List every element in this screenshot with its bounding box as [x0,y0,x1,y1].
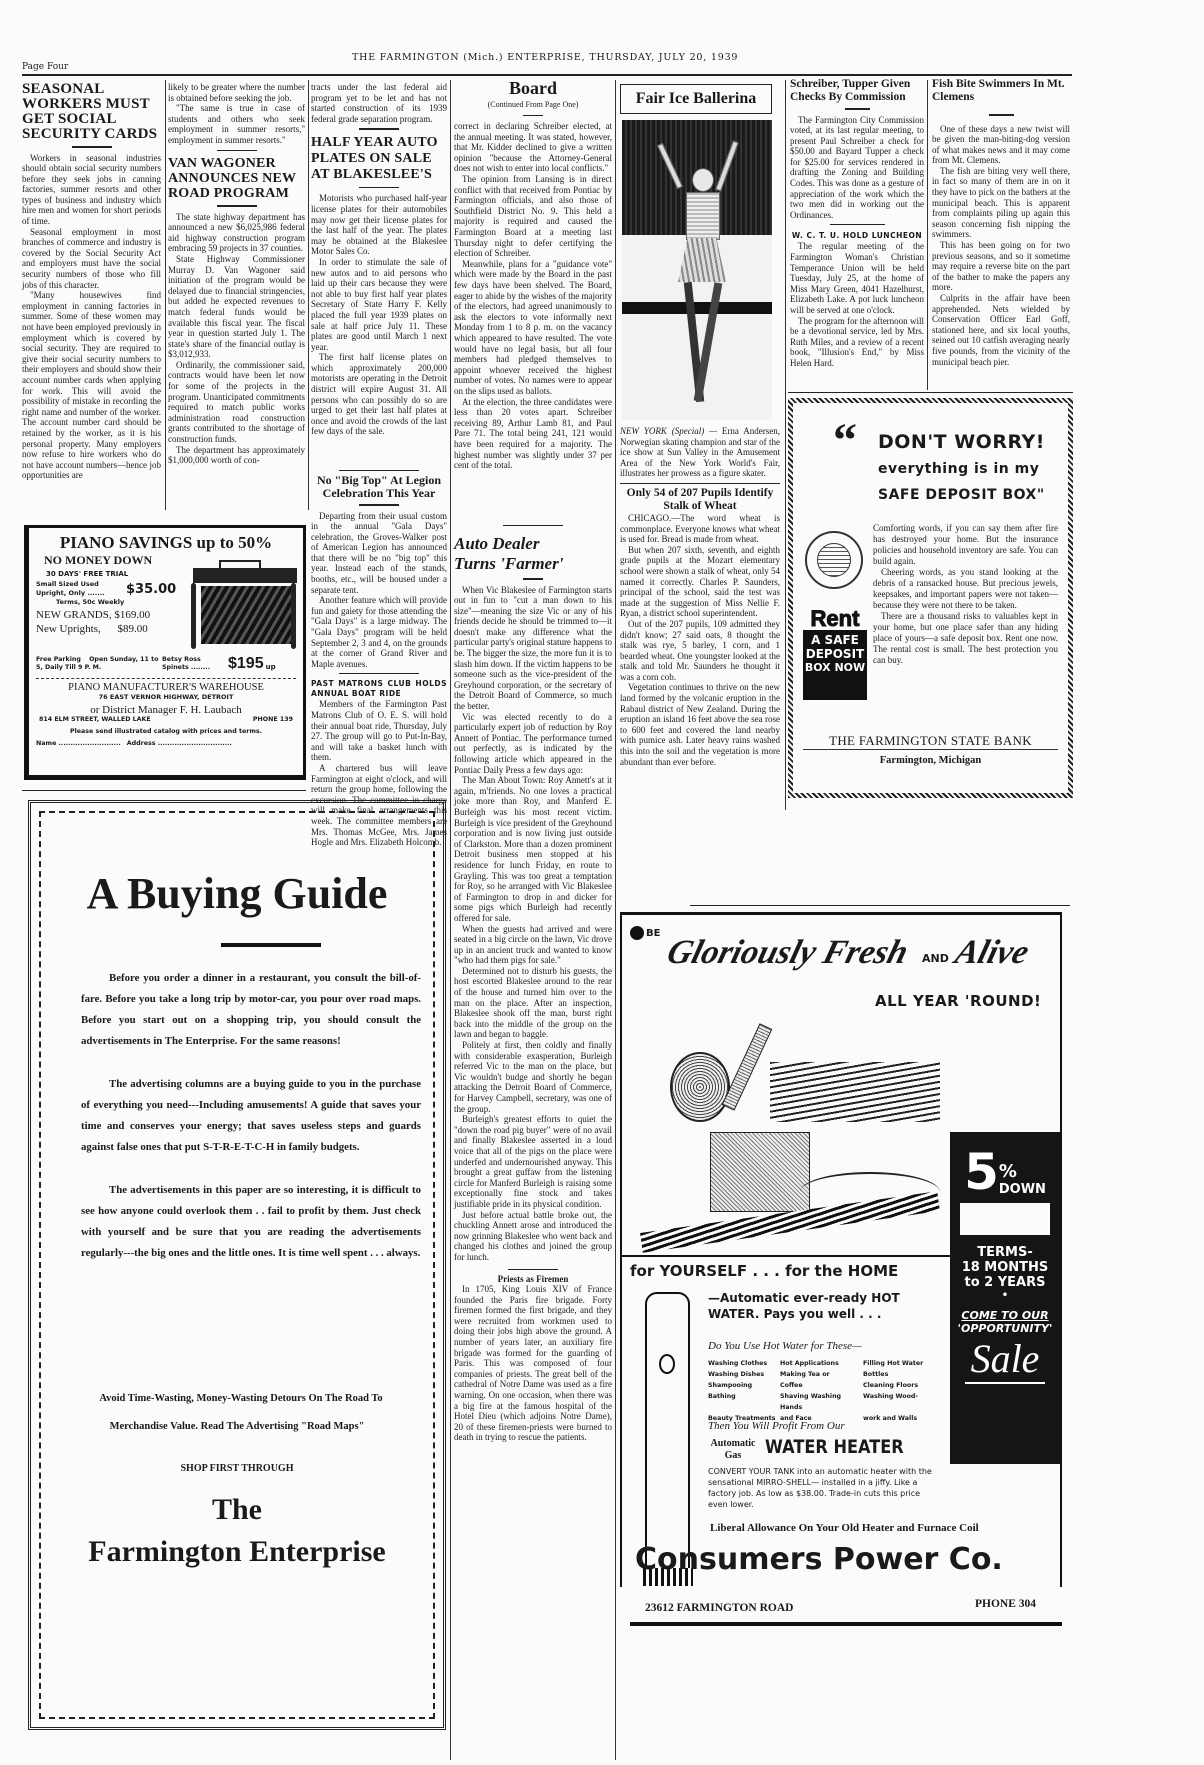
article-big-top [311,470,447,848]
subheadline: PAST MATRONS CLUB HOLDS ANNUAL BOAT RIDE [311,679,447,699]
piano-illustration-icon [187,558,296,653]
used-price: $35.00 [126,581,177,597]
caption-lead: NEW YORK (Special) — [620,426,718,436]
paper-name-the: The [211,1493,262,1526]
badge-line: A SAFE [811,633,859,647]
be-label: BE [646,928,661,939]
paragraph: Workers in seasonal industries should obtain social security numbers before they seek jobs in canning factories, summer resorts and other types of business and industry which hire men and women for short periods of time. [22,152,161,227]
paragraph: Burleigh's greatest efforts to quiet the "down the road pig buyer" were of no avail and finally Blakeslee asserted in a loud voice that all of the pigs on the place were underfed and undernourished anyway. This brought a great guffaw from the listening circle for Manferd Burleigh is raising some exceptionally fine stock and takes justifiable pride in its physical condition. [454,1114,612,1209]
masthead-title: THE FARMINGTON (Mich.) ENTERPRISE, THURSDAY, JULY 20, 1939 [352,52,739,63]
paragraph: "Many housewives find employment in canning factories in summer. Some of these women may not have been employed previously in employment which is covered by social security. They are required to give their social security numbers to their employers and should show their account number cards when applying for work. This will avoid the possibility of mistake in recording the right name and number of the worker. The account number card should be retained by the worker, as it is his personal property. Many employers now refuse to hire workers who do not have account numbers—hence job opportunities are [22,290,161,481]
paragraph: The regular meeting of the Farmington Woman's Christian Temperance Union will be held Tuesday, July 25, at the home of Miss Mary Green, 4041 Hazelhurst, Elizabeth Lake. A pot luck luncheon will be served at one o'clock. [790,241,924,315]
paragraph: Another feature which will provide fun and gaiety for those attending the "Gala Days" is a large midway. The "Gala Days" program will be held September 2, 3 and 4, on the grounds at the corner of Grand River and Maple avenues. [311,595,447,669]
paragraph: Seasonal employment in most branches of commerce and industry is covered by the Social Security Act and employers must have the social security numbers of those who fill jobs of this character. [22,226,161,290]
guide-headline: A Buying Guide [86,869,388,918]
and-label: AND [922,952,949,965]
paragraph: The Man About Town: Roy Annett's at it again, m'friends. No one loves a practical joke more than Roy, and Manferd E. Burleigh was his most recent victim. Burleigh is vice president of the Greyhound corporation and is now living just outside of Clarkston. More than a dozen prominent Detroit business men stopped at his residence for lunch Friday, en route to Grayling. This was too great a temptation for Roy, so he arranged with Vic Blakeslee of Farmington to drop in and dicker for some pigs which Burleigh had recently offered for sale. [454,775,612,923]
guide-tagline-2: Merchandise Value. Read The Advertising "Road Maps" [109,1421,365,1432]
article-board [454,78,612,471]
promo-opportunity: 'OPPORTUNITY' [957,1322,1053,1335]
all-year: ALL YEAR 'ROUND! [875,992,1042,1010]
no-money-down: NO MONEY DOWN [44,553,153,567]
paragraph: Out of the 207 pupils, 109 admitted they didn't know; 27 said oats, 8 thought the stalk was rye, 5 barley, 1 corn, and 1 bearded wheat. One youngster looked at the stalk and told Mr. Saunders he thought it was a corn cob. [620,618,780,682]
bank-body [873,523,1058,666]
warehouse-address: 76 EAST VERNOR HIGHWAY, DETROIT [98,693,234,701]
paragraph: State Highway Commissioner Murray D. Van Wagoner said initiation of the program would be delayed due to financial stringencies, but added he expected revenues to match federal funds would be available this fiscal year. The fiscal year in question started July 1. The state's share of the financial outlay is $3,012,933. [168,253,305,360]
rent-badge [803,608,867,700]
headline: HALF YEAR AUTO PLATES ON SALE AT BLAKESLEE'S [311,134,438,182]
paragraph: The fish are biting very well there, in fact so many of them are in on it they have to pick on the bathers at the municipal beach. This is apparent from complaints piling up again this season concerning fish nipping the swimmers. [932,165,1070,240]
paragraph: Ordinarily, the commissioner said, contracts would have been let now for some of the projects in the program. Unanticipated commitments required to match public works administration road construction grants contributed to the shortage of construction funds. [168,359,305,445]
fdic-seal-icon [805,531,863,589]
headline-line2: Turns 'Farmer' [454,554,564,573]
promo-box: 5 % DOWN TERMS- 18 MONTHS to 2 YEARS • COME TO OUR 'OPPORTUNITY' Sale [950,1132,1060,1464]
promo-sale: Sale [965,1335,1045,1384]
article-auto-dealer [454,525,612,1443]
paper-name: Farmington Enterprise [88,1535,386,1568]
use-item: Hot Applications [780,1360,839,1367]
paragraph: Before you order a dinner in a restaurant, you consult the bill-of-fare. Before you take a long trip by motor-car, you pour over road maps. Before you start out on a shopping trip, you should consult the advertisements in The Enterprise. For the same reasons! [81,972,421,1047]
bank-ad [788,398,1073,798]
paragraph: In order to stimulate the sale of new autos and to aid persons who laid up their cars because they were not able to buy first half year plates Secretary of State Harry F. Kelly placed the full year 1939 plates on sale at half price July 11. These plates are good until March 1 next year. [311,256,447,352]
uprights-label: New Uprights, [36,623,101,635]
article-wheat-column [620,426,780,767]
terms: Terms, 50c Weekly [56,598,125,606]
paragraph: Vegetation continues to thrive on the new land formed by the volcanic eruption in the Rabaul district of New Zealand. During the eruption an island 16 feet above the sea rose to 600 feet and covered the land nearby with pumice ash. Later heavy rains washed this into the soil and the vegetation is more abundant than ever before. [620,682,780,767]
headline: Only 54 of 207 Pupils Identify Stalk of Wheat [626,486,774,512]
consumers-power-ad [620,912,1070,1742]
article-wheat [620,487,780,767]
paragraph: Departing from their usual custom in the annual "Gala Days" celebration, the Groves-Walker post of American Legion has announced that there will be no "big top" this year. Instead each of the stands, booths, etc., will be housed under a separate tent. [311,510,447,595]
guide-tagline-1: Avoid Time-Wasting, Money-Wasting Detours On The Road To [99,1393,383,1404]
warehouse-name: PIANO MANUFACTURER'S WAREHOUSE [68,682,264,693]
article-priests [454,1274,612,1444]
subhead: (Continued From Page One) [487,100,579,109]
coupon-address-field[interactable]: Address ............................... [126,740,232,747]
paragraph: The advertising columns are a buying guide to you in the purchase of everything you need---Including amusements! A guide that saves your time and conserves your energy; that saves useless steps and guards against false ones that put S-T-R-E-T-C-H in family budgets. [81,1078,421,1153]
paragraph: This has been going on for two previous seasons, and so it sometime may require a reverse bite on the part of the bather to make the papers any more. [932,240,1070,293]
use-item: Washing Dishes [708,1371,765,1378]
caption-text: Erna Andersen, Norwegian skating champion and star of the ice show at Sun Valley in the Amusement Area of the New York World's Fair, illustrates her prowess as a figure skater. [620,426,781,479]
water-tank-icon [645,1292,690,1582]
spinets-price: $195 [228,655,264,672]
headline: VAN WAGONER ANNOUNCES NEW ROAD PROGRAM [168,156,296,202]
paragraph: At the election, the three candidates were less than 20 votes apart. Schreiber receiving 89, Arthur Lamb 81, and Paul Pare 71. The total being 241, 121 would have been required for a majority. The highest number was slightly under 37 per cent of the total. [454,396,612,471]
paragraph: "The same is true in case of students and others who seek employment in summer resorts," employment in summer resorts." [168,103,305,145]
article-seasonal [22,82,161,481]
coupon-name-field[interactable]: Name .......................... [36,740,121,747]
paragraph: Comforting words, if you can say them after fire has destroyed your home. But the insurance policies and household inventory are safe. You can build again. [873,523,1058,566]
promo-terms: TERMS- [977,1245,1033,1260]
alive-script: Alive [951,934,1033,971]
paragraph: The advertisements in this paper are so interesting, it is difficult to see how anyone could overlook them . . fail to profit by them. Just check with yourself and be sure that you are reading the advertisements regularly---the big ones and the little ones. It is time well spent . . . always. [81,1184,421,1259]
bank-headline-1: DON'T WORRY! [878,431,1045,453]
paragraph: The state highway department has announced a new $6,025,986 federal aid highway construction program embracing 59 projects in 37 counties. [168,211,305,254]
bank-headline-2: everything is in my [878,461,1040,477]
manager-address: 814 ELM STREET, WALLED LAKE [39,716,151,723]
paragraph: The opinion from Lansing is in direct conflict with that received from Pontiac by Farmington officials, and also those of Southfield District No. 9. This held a majority is required and caused the Farmington Board at a meeting last Thursday night to defer certifying the election of Schreiber. [454,174,612,259]
paragraph: Determined not to disturb his guests, the host escorted Blakeslee around to the rear of the house and turned him over to the man on the place. After an inspection, Blakeslee shook off the man, burst right back into the middle of the group on the lawn and began to baggle. [454,965,612,1040]
use-item: Filling Hot Water [863,1360,924,1367]
paragraph: There are a thousand risks to valuables kept in your home, but one place safer than any hiding place of yours—a safe deposit box. Rent one now. The rental cost is small. The best protection you can buy. [873,611,1058,665]
paragraph: Members of the Farmington Past Matrons Club of O. E. S. will hold their annual boat ride, Thursday, July 27. The group will go to Put-In-Bay, and will take a basket lunch with them. [311,699,447,763]
district-manager: or District Manager F. H. Laubach [90,704,242,716]
convert-text: CONVERT YOUR TANK into an automatic heater with the sensational MIRRO-SHELL— installed in a jiffy. Like a factory job. As low as $38.00. Trade-in cuts this price even lower. [708,1467,932,1509]
bank-headline-3: SAFE DEPOSIT BOX" [878,487,1045,503]
use-item: Cleaning Floors [863,1382,919,1389]
uprights-price: $89.00 [117,623,148,635]
water-heater: WATER HEATER [765,1436,904,1458]
promo-months: 18 MONTHS [961,1260,1049,1275]
paragraph: Motorists who purchased half-year license plates for their automobiles may now get their license plates for the last half of the year. The plates may be obtained at the Blakeslee Motor Sales Co. [311,193,447,257]
grands: NEW GRANDS, $169.00 [36,609,151,621]
paragraph: A chartered bus will leave Farmington at eight o'clock, and will return the group home, following the excursion. The committee in charge will make final arrangements this week. The committee members are Mrs. Thomas McGee, Mrs. James Hogle and Mrs. Elizabeth Holcomb. [311,762,447,848]
use-item: Bottles [863,1371,889,1378]
paragraph: The Farmington City Commission voted, at its last regular meeting, to present Paul Schreiber a check for $50.00 and Bayard Tupper a check for $25.00 for services rendered in drafting the Zoning and Building Codes. This was done as a gesture of appreciation of the work which the two men did in working out the Ordinances. [790,114,924,220]
paragraph: When Vic Blakeslee of Farmington starts out in fun to "cut a man down to his size"—meaning the size Vic or any of his friends decide he should be trimmed to—it doesn't make any difference what the particular party's original stature happens to be. The bigger the size, the more fun it is to slash him down. If the victim happens to be someone such as the vice-president of the Greyhound corporation, or the secretary of the Detroit Board of Commerce, so much the better. [454,584,612,712]
subheadline: W. C. T. U. HOLD LUNCHEON [791,231,923,241]
ballerina-headline-box [620,84,772,114]
piano-ad [24,525,306,780]
use-item: Washing Wood- [863,1393,919,1400]
liberal-allowance: Liberal Allowance On Your Old Heater and Furnace Coil [710,1522,979,1534]
piano-headline: PIANO SAVINGS up to 50% [59,533,273,552]
paragraph: One of these days a new twist will be given the man-biting-dog version of what makes news and it may come from Mt. Clemens. [932,123,1070,166]
used-label: Small Sized Used Upright, Only ....... [36,580,105,597]
paragraph: CHICAGO.—The word wheat is commonplace. Everyone knows what wheat is used for. Bread is made from wheat. [620,512,780,545]
question: Do You Use Hot Water for These— [708,1340,862,1352]
rent-word: Rent [803,608,867,630]
paragraph: The program for the afternoon will be a devotional service, led by Mrs. Ruth Miles, and a review of a recent book, "Illusion's End," by Miss Helen Hard. [790,315,924,368]
free-trial: 30 DAYS' FREE TRIAL [46,570,129,578]
quote-icon: “ [833,414,857,467]
automatic-gas: Automatic Gas [710,1438,756,1461]
paragraph: Cheering words, as you stand looking at the debris of a ransacked house. But precious jewels, keepsakes, and important papers were not taken—because they were not there to be taken. [873,567,1058,610]
use-item: Washing Clothes [708,1360,768,1367]
badge-line: BOX NOW [804,661,866,674]
coupon-text: Please send illustrated catalog with prices and terms. [69,728,263,735]
headline: Fair Ice Ballerina [635,90,757,107]
use-item: Coffee [780,1382,803,1389]
paragraph: In 1705, King Louis XIV of France founded the Paris fire brigade. Forty firemen formed the first brigade, and they were recruited from workmen used to doing their jobs high above the ground. A number of years later, an auxiliary fire brigade was formed for the guarding of Paris. This was composed of four companies of priests. The great bell of the cathedral of Notre Dame was used as a fire warning. On one occasion, when there was a big fire at the famous hospital of the Hotel Dieu (which adjoins Notre Dame), 20 of these firemen-priests were burned to death in trying to rescue the patients. [454,1284,612,1443]
bather-illustration-icon [650,1022,940,1242]
manager-phone: PHONE 139 [252,716,293,723]
headline: Priests as Firemen [497,1273,569,1284]
bank-location: Farmington, Michigan [879,755,982,766]
buying-guide-ad [28,800,446,1730]
paragraph: tracts under the last federal aid program yet to be let and has not started construction of its 1939 federal grade separation program. [311,82,447,124]
free-parking: Free Parking [36,655,81,663]
paragraph: Just before actual battle broke out, the chuckling Annett arose and introduced the now grinning Blakeslee who went back and changed his clothes and joined the group for lunch. [454,1209,612,1262]
paragraph: Meanwhile, plans for a "guidance vote" which were made by the Board in the past few days have been shelved. The Board, eager to abide by the wishes of the majority of the electors, had agreed unanimously to ask the electors to vote informally next Monday from 1 to 8 p. m. on the vacancy which appeared to have resulted. The vote would have no legal basis, but all four members had pledged themselves to appoint whoever received the highest number of votes. No names were to appear on the slips used as ballots. [454,258,612,396]
bank-name: THE FARMINGTON STATE BANK [803,733,1058,750]
uses-grid [708,1358,933,1424]
article-fish [932,78,1070,367]
for-yourself: for YOURSELF . . . for the HOME [630,1262,899,1280]
company-name: Consumers Power Co. [635,1542,1003,1577]
promo-percent: 5 [964,1143,999,1201]
article-van-wagoner [168,82,305,466]
company-phone: PHONE 304 [975,1598,1037,1610]
hours: Open Sunday, 11 to 5, Daily Till 9 P. M. [36,655,159,671]
paragraph: But when 207 sixth, seventh, and eighth grade pupils at the Mozart elementary school were shown a stalk of wheat, only 54 named it correctly. Charles P. Saunders, principal of the school, said the test was made at the suggestion of Miss Nellie F. Ryan, a district school superintendent. [620,544,780,619]
paragraph: Politely at first, then coldly and finally with considerable exasperation, Burleigh referred Vic to the man on the place, but Vic wouldn't budge and shortly he began attacking the Detroit Board of Commerce, for Harvey Campbell, secretary, was one of the group. [454,1040,612,1114]
spinets-label: Betsy Ross Spinets ........ [162,655,211,671]
shop-first: SHOP FIRST THROUGH [180,1463,294,1474]
script-headline: Gloriously Fresh [663,934,913,971]
article-schreiber [790,78,924,369]
paragraph: Culprits in the affair have been apprehended. Nets wielded by Conservation Officer Earl Goff, stationed here, and six local youths, seined out 10 catfish averaging nearly five pounds, from the vicinity of the municipal beach pier. [932,293,1070,367]
ballerina-photo [622,120,772,420]
ballerina-caption [620,426,780,479]
use-item: and Face [780,1415,812,1422]
skater-figure-icon [662,134,742,414]
article-auto-plates [311,82,447,437]
headline: No "Big Top" At Legion Celebration This Year [316,473,442,500]
promo-down: DOWN [998,1182,1046,1197]
paragraph: Vic was elected recently to do a particularly expert job of reduction by Roy Annett of Pontiac. The performance turned out perfectly, as is indicated by the following article which appeared in the Pontiac Daily Press a few days ago: [454,711,612,775]
use-item: Beauty Treatments [708,1415,776,1422]
use-item: Shaving Washing Hands [780,1393,842,1411]
headline: Schreiber, Tupper Given Checks By Commission [790,78,911,103]
paragraph: The department has approximately $1,000,000 worth of con- [168,444,305,466]
paragraph: correct in declaring Schreiber elected, at the annual meeting. It was stated, however, that Mr. Kidder declined to give a written opinion "because the Attorney-General does not wish to enter into local conflicts." [454,121,612,174]
headline: Board [508,78,557,98]
automatic-hot-water: —Automatic ever-ready HOT WATER. Pays you well . . . [708,1291,900,1321]
use-item: Making Tea or [780,1371,830,1378]
headline: Fish Bite Swimmers In Mt. Clemens [932,78,1065,103]
then-profit: Then You Will Profit From Our [708,1420,845,1432]
company-address: 23612 FARMINGTON ROAD [645,1602,794,1614]
badge-line: DEPOSIT [805,647,865,661]
promo-years: to 2 YEARS [964,1275,1046,1290]
use-item: Shampooing [708,1382,753,1389]
paragraph: When the guests had arrived and were seated in a big circle on the lawn, Vic drove up in an ancient truck and wanted to know "who had them pigs for sale." [454,923,612,966]
headline: SEASONAL WORKERS MUST GET SOCIAL SECURITY CARDS [22,81,158,142]
paragraph: The first half license plates on which approximately 200,000 motorists are operating in the Detroit district will expire August 31. All persons who can possibly do so are urged to get their last half plates at once and avoid the crowds of the last few days of the sale. [311,352,447,437]
paragraph: likely to be greater where the number is obtained before seeking the job. [168,82,305,103]
promo-come: COME TO OUR [961,1309,1049,1322]
spinets-suffix: up [265,663,276,671]
page-label: Page Four [22,62,69,72]
use-item: work and Walls [863,1415,918,1422]
headline-line1: Auto Dealer [454,534,540,553]
use-item: Bathing [708,1393,736,1400]
